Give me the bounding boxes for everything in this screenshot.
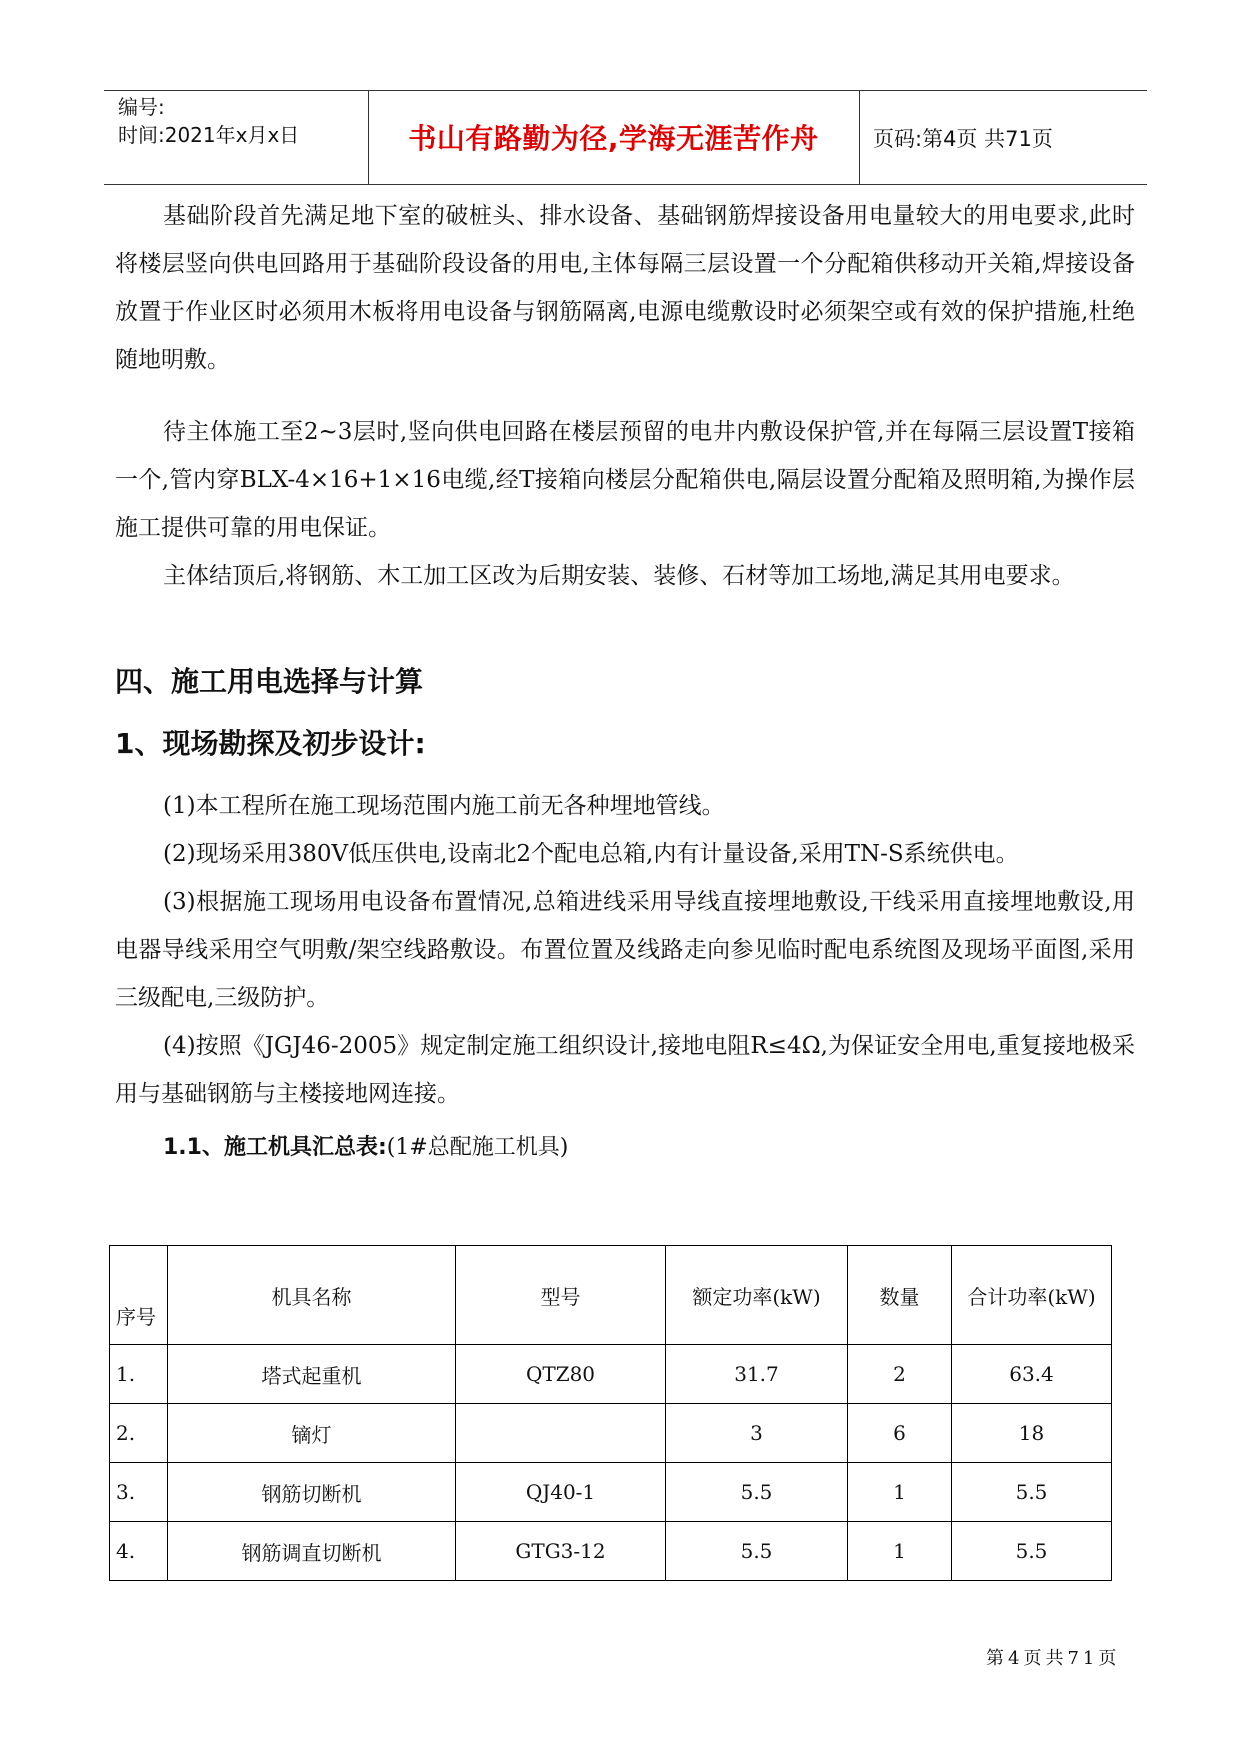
table-cell: 5.5: [666, 1522, 848, 1581]
paragraph-foundation-stage: 基础阶段首先满足地下室的破桩头、排水设备、基础钢筋焊接设备用电量较大的用电要求,此时将楼层竖向供电回路用于基础阶段设备的用电,主体每隔三层设置一个分配箱供移动开关箱,焊接设备放置于作业区时必须用木板将用电设备与钢筋隔离,电源电缆敷设时必须架空或有效的保护措施,杜绝随地明敷。: [115, 203, 1135, 373]
table-cell: 5.5: [952, 1522, 1112, 1581]
document-number-label: 编号:: [118, 95, 165, 119]
table-row: [110, 1463, 1112, 1522]
table-cell: 1.: [110, 1345, 168, 1404]
header-cell-model: 型号: [456, 1246, 666, 1345]
table-cell: QTZ80: [456, 1345, 666, 1404]
header-meta: [118, 93, 299, 149]
table-row: [110, 1345, 1112, 1404]
table-cell: 5.5: [666, 1463, 848, 1522]
table-cell: 5.5: [952, 1463, 1112, 1522]
table-cell: 钢筋切断机: [168, 1463, 456, 1522]
table-title-bold: 1.1、施工机具汇总表:: [163, 1135, 387, 1160]
table-row: [110, 1404, 1112, 1463]
table-cell: 18: [952, 1404, 1112, 1463]
table-cell: 31.7: [666, 1345, 848, 1404]
table-cell: [456, 1404, 666, 1463]
item-3: (3)根据施工现场用电设备布置情况,总箱进线采用导线直接埋地敷设,干线采用直接埋地敷设,用电器导线采用空气明敷/架空线路敷设。布置位置及线路走向参见临时配电系统图及现场平面图,采用三级配电,三级防护。: [115, 889, 1135, 1011]
page-header: [104, 90, 1147, 185]
table-cell: 塔式起重机: [168, 1345, 456, 1404]
table-cell: 钢筋调直切断机: [168, 1522, 456, 1581]
table-cell: GTG3-12: [456, 1522, 666, 1581]
equipment-table: [109, 1245, 1112, 1581]
document-time-label: 时间:2021年x月x日: [118, 123, 300, 147]
header-page-label: 页码:第4页 共71页: [873, 127, 1053, 151]
table-cell: 镝灯: [168, 1404, 456, 1463]
item-2: (2)现场采用380V低压供电,设南北2个配电总箱,内有计量设备,采用TN-S系统供电。: [163, 841, 1019, 867]
subsection-title: 1、现场勘探及初步设计:: [115, 727, 426, 760]
table-cell: 63.4: [952, 1345, 1112, 1404]
table-title: [163, 1130, 568, 1161]
section-title: 四、施工用电选择与计算: [115, 665, 424, 698]
page-footer: 第4页共71页: [986, 1648, 1121, 1669]
table-cell: QJ40-1: [456, 1463, 666, 1522]
header-cell-total-power: 合计功率(kW): [952, 1246, 1112, 1345]
table-cell: 3: [666, 1404, 848, 1463]
header-cell-index: 序号: [110, 1246, 168, 1345]
table-cell: 6: [848, 1404, 952, 1463]
header-cell-name: 机具名称: [168, 1246, 456, 1345]
table-title-note: (1#总配施工机具): [386, 1135, 569, 1160]
table-cell: 4.: [110, 1522, 168, 1581]
table-row: [110, 1522, 1112, 1581]
item-1: (1)本工程所在施工现场范围内施工前无各种埋地管线。: [163, 793, 725, 819]
paragraph-topping-out: 主体结顶后,将钢筋、木工加工区改为后期安装、装修、石材等加工场地,满足其用电要求。: [163, 563, 1075, 589]
header-motto: 书山有路勤为径,学海无涯苦作舟: [408, 122, 819, 155]
table-cell: 3.: [110, 1463, 168, 1522]
header-cell-quantity: 数量: [848, 1246, 952, 1345]
table-cell: 2.: [110, 1404, 168, 1463]
table-cell: 1: [848, 1522, 952, 1581]
header-cell-rated-power: 额定功率(kW): [666, 1246, 848, 1345]
paragraph-main-structure: 待主体施工至2~3层时,竖向供电回路在楼层预留的电井内敷设保护管,并在每隔三层设置T接箱一个,管内穿BLX-4×16+1×16电缆,经T接箱向楼层分配箱供电,隔层设置分配箱及照明箱,为操作层施工提供可靠的用电保证。: [115, 419, 1135, 541]
table-cell: 1: [848, 1463, 952, 1522]
item-4: (4)按照《JGJ46-2005》规定制定施工组织设计,接地电阻R≤4Ω,为保证安全用电,重复接地极采用与基础钢筋与主楼接地网连接。: [115, 1033, 1135, 1107]
header-divider: [859, 91, 860, 184]
table-cell: 2: [848, 1345, 952, 1404]
table-header-row: [110, 1246, 1112, 1345]
